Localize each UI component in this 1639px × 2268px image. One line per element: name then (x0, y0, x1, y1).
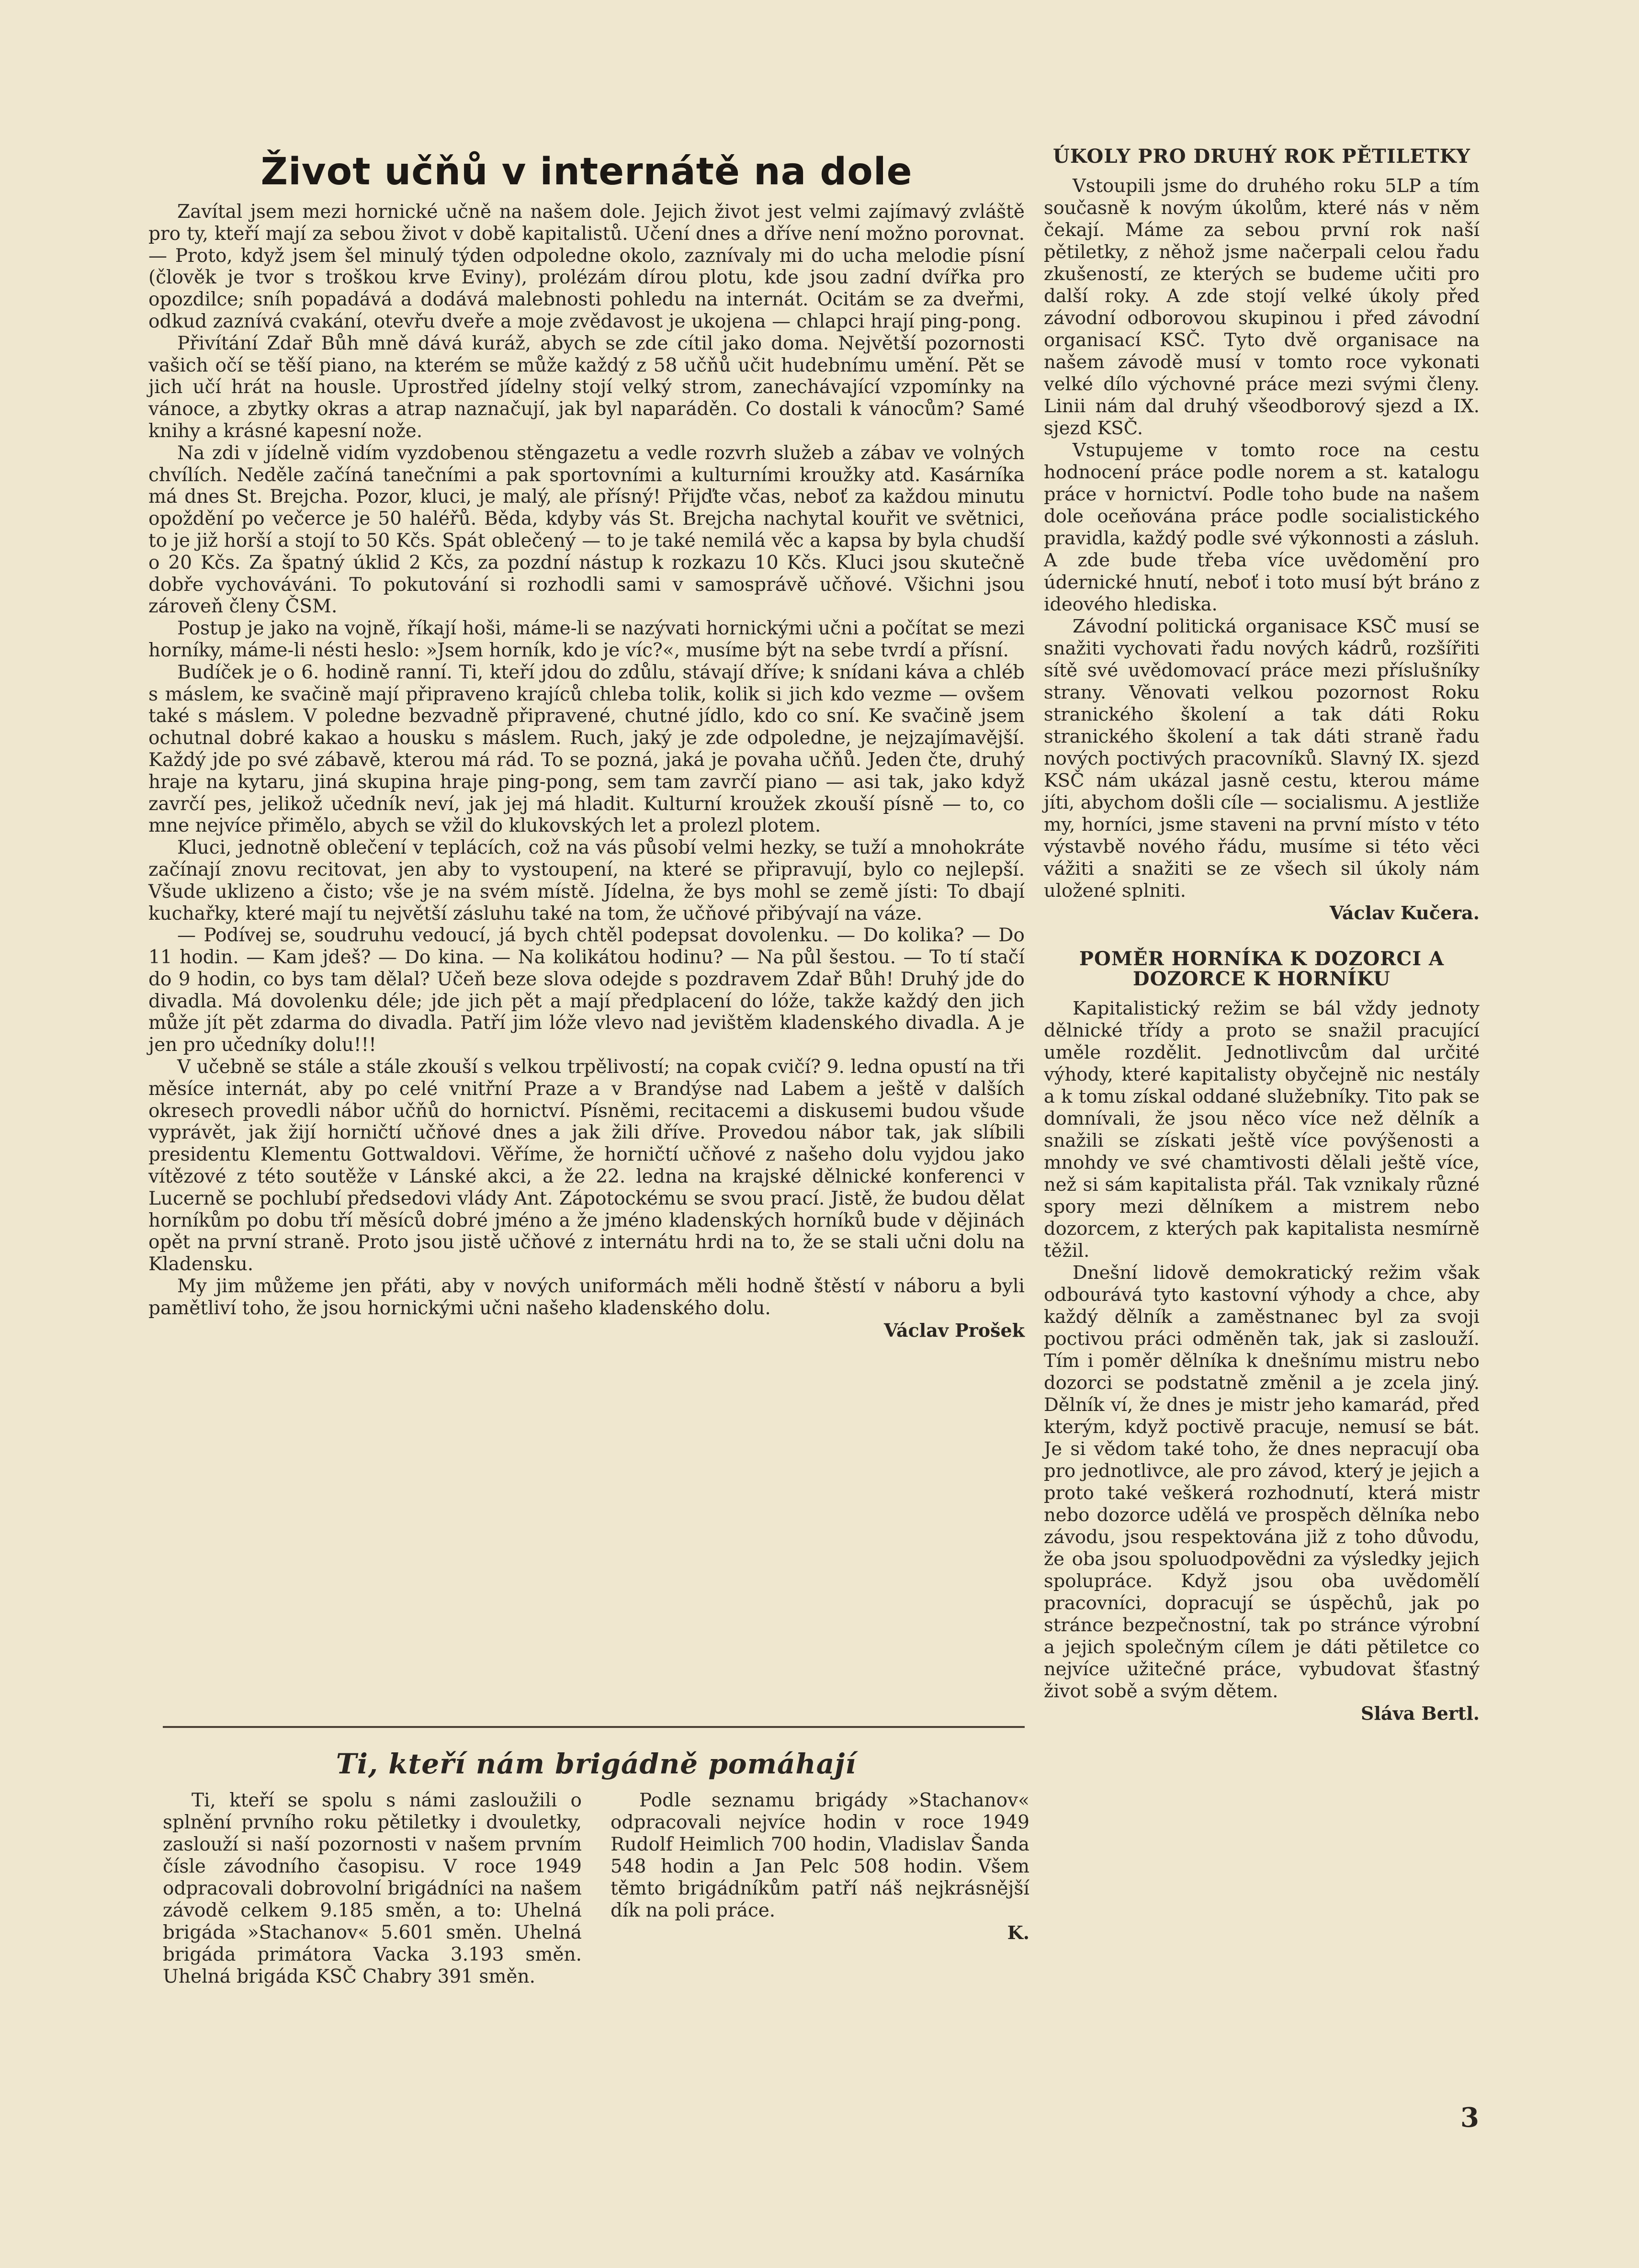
tasks-article-title: ÚKOLY PRO DRUHÝ ROK PĚTILETKY (1052, 145, 1471, 168)
relation-paragraph: Kapitalistický režim se bál vždy jednoty dělnické třídy a proto se snažil pracující uměle rozdělit. Jednotlivcům dal určité výhody, které kapitalisty obyčejně nic nestály a k tomu získal oddané služebníky. Tito pak se domnívali, že jsou něco více než dělník a snažili se získati ještě více povýšenosti a mnohdy ve své chamtivosti dělali ještě více, než si sám kapitalista přál. Tak vznikaly různé spory mezi dělníkem a mistrem nebo dozorcem, z kterých pak kapitalista nesmírně těžil. (1044, 998, 1480, 1262)
main-article-title: Život učňů v internátě na dole (260, 150, 913, 193)
main-paragraph: Postup je jako na vojně, říkají hoši, máme-li se nazývati hornickými učni a počítat se mezi horníky, máme-li nésti heslo: »Jsem horník, kdo je víc?«, musíme být na sebe tvrdí a přísní. (148, 618, 1025, 661)
tasks-paragraph: Závodní politická organisace KSČ musí se snažiti vychovati řadu nových kádrů, rozšířiti sítě své uvědomovací práce mezi příslušníky strany. Věnovati velkou pozornost Roku stranického školení a tak dáti Roku stranického školení a tak dáti straně řadu nových poctivých pracovníků. Slavný IX. sjezd KSČ nám ukázal jasně cestu, kterou máme jíti, abychom došli cíle — socialismu. A jestliže my, horníci, jsme staveni na první místo v této výstavbě nového řádu, musíme si této věci vážiti a snažiti se ze všech sil úkoly nám uložené splniti. (1044, 616, 1480, 902)
brigades-article-title: Ti, kteří nám brigádně pomáhají (336, 1748, 857, 1780)
main-article-signature: Václav Prošek (884, 1319, 1025, 1341)
main-article (148, 139, 1025, 1342)
main-paragraph: Na zdi v jídelně vidím vyzdobenou stěngazetu a vedle rozvrh služeb a zábav ve volných chvílích. Neděle začíná tanečními a pak sportovními a kulturními kroužky atd. Kasárníka má dnes St. Brejcha. Pozor, kluci, je malý, ale přísný! Přijďte včas, neboť za každou minutu opoždění po večerce je 50 haléřů. Běda, kdyby vás St. Brejcha nachytal kouřit ve světnici, to je již horší a stojí to 50 Kčs. Spát oblečený — to je také nemilá věc a kapsa by byla chudší o 20 Kčs. Za špatný úklid 2 Kčs, za pozdní nástup k rozkazu 10 Kčs. Kluci jsou skutečně dobře vychováváni. To pokutování si rozhodli sami v samosprávě učňové. Všichni jsou zároveň členy ČSM. (148, 442, 1025, 618)
main-paragraph: My jim můžeme jen přáti, aby v nových uniformách měli hodně štěstí v náboru a byli pamětliví toho, že jsou hornickými učni našeho kladenského dolu. (148, 1275, 1025, 1319)
brigades-paragraph: Ti, kteří se spolu s námi zasloužili o splnění prvního roku pětiletky i dvouletky, zaslouží si naší pozornosti v našem prvním čísle závodního časopisu. V roce 1949 odpracovali dobrovolní brigádníci na našem závodě celkem 9.185 směn, a to: Uhelná brigáda »Stachanov« 5.601 směn. Uhelná brigáda primátora Vacka 3.193 směn. Uhelná brigáda KSČ Chabry 391 směn. (163, 1790, 582, 1987)
section-divider (163, 1726, 1025, 1728)
tasks-paragraph: Vstupujeme v tomto roce na cestu hodnocení práce podle norem a st. katalogu práce v hornictví. Podle toho bude na našem dole oceňována práce podle socialistického pravidla, každý podle své výkonnosti a zásluh. A zde bude třeba více uvědomění pro údernické hnutí, neboť i toto musí být bráno z ideového hlediska. (1044, 440, 1480, 615)
main-paragraph: Kluci, jednotně oblečení v teplácích, což na vás působí velmi hezky, se tuží a mnohokráte začínají znovu recitovat, jen aby to vystoupení, na které se připravují, bylo co nejlepší. Všude uklizeno a čisto; vše je na svém místě. Jídelna, že bys mohl se země jísti: To dbají kuchařky, které mají tu největší zásluhu také na tom, že učňové přibývají na váze. (148, 837, 1025, 925)
main-paragraph: Zavítal jsem mezi hornické učně na našem dole. Jejich život jest velmi zajímavý zvláště pro ty, kteří mají za sebou život v době kapitalistů. Učení dnes a dříve není možno porovnat. — Proto, když jsem šel minulý týden odpoledne okolo, zaznívaly mi do ucha melodie písní (člověk je tvor s troškou krve Eviny), prolézám dírou plotu, kde jsou zadní dvířka pro opozdilce; sníh popadává a dodává malebnosti pohledu na internát. Ocitám se za dveřmi, odkud zaznívá cvakání, otevřu dveře a moje zvědavost je ukojena — chlapci hrají ping-pong. (148, 201, 1025, 332)
main-paragraph: — Podívej se, soudruhu vedoucí, já bych chtěl podepsat dovolenku. — Do kolika? — Do 11 hodin. — Kam jdeš? — Do kina. — Na kolikátou hodinu? — Na půl šestou. — To tí stačí do 9 hodin, co bys tam dělal? Učeň beze slova odejde s pozdravem Zdař Bůh! Druhý jde do divadla. Má dovolenku déle; jde jich pět a mají předplacení do lóže, takže každý den jich může jít pět zdarma do divadla. Patří jim lóže vlevo nad jevištěm kladenského divadla. A je jen pro učedníky dolu!!! (148, 925, 1025, 1056)
brigades-columns (163, 1790, 1029, 1988)
main-paragraph: Přivítání Zdař Bůh mně dává kuráž, abych se zde cítil jako doma. Největší pozornosti vašich očí se těší piano, na kterém se může každý z 58 učňů učit hudebnímu umění. Pět se jich učí hrát na housle. Uprostřed jídelny stojí velký strom, zanechávající vzpomínky na vánoce, a zbytky okras a atrap naznačují, jak byl naparáděn. Co dostali k vánocům? Samé knihy a krásné kapesní nože. (148, 332, 1025, 442)
brigades-article-signature: K. (1007, 1922, 1029, 1943)
page-number: 3 (1460, 2102, 1479, 2133)
relation-article-signature: Sláva Bertl. (1361, 1703, 1480, 1724)
main-paragraph: V učebně se stále a stále zkouší s velkou trpělivostí; na copak cvičí? 9. ledna opustí na tři měsíce internát, aby po celé vnitřní Praze a v Brandýse nad Labem a ještě v dalších okresech provedli nábor učňů do hornictví. Písněmi, recitacemi a diskusemi budou všude vyprávět, jak žijí horničtí učňové dnes a jak žili dříve. Provedou nábor tak, jak slíbili presidentu Klementu Gottwaldovi. Věříme, že horničtí učňové z našeho dolu vyjdou jako vítězové z této soutěže v Lánské akci, a že 22. ledna na krajské dělnické konferenci v Lucerně se pochlubí předsedovi vlády Ant. Zápotockému se svou prací. Jistě, že budou dělat horníkům po dobu tří měsíců dobré jméno a že jméno kladenských horníků bude v dějinách opět na první straně. Proto jsou jistě učňové z internátu hrdi na to, že se stali učni dolu na Kladensku. (148, 1056, 1025, 1275)
relation-article-title: POMĚR HORNÍKA K DOZORCI A DOZORCE K HORNÍKU (1079, 948, 1445, 990)
relation-paragraph: Dnešní lidově demokratický režim však odbourává tyto kastovní výhody a chce, aby každý dělník a zaměstnanec byl za svoji poctivou práci odměněn tak, jak si zaslouží. Tím i poměr dělníka k dnešnímu mistru nebo dozorci se podstatně změnil a je zcela jiný. Dělník ví, že dnes je mistr jeho kamarád, před kterým, když poctivě pracuje, nemusí se bát. Je si vědom také toho, že dnes nepracují oba pro jednotlivce, ale pro závod, který je jejich a proto také veškerá rozhodnutí, která mistr nebo dozorce udělá ve prospěch dělníka nebo závodu, jsou respektována již z toho důvodu, že oba jsou spoluodpovědni za výsledky jejich spolupráce. Když jsou oba uvědomělí pracovníci, dopracují se úspěchů, jak po stránce bezpečnostní, tak po stránce výrobní a jejich společným cílem je dáti pětiletce co nejvíce užitečné práce, vybudovat šťastný život sobě a svým dětem. (1044, 1262, 1480, 1702)
main-paragraph: Budíček je o 6. hodině ranní. Ti, kteří jdou do zdůlu, stávají dříve; k snídani káva a chléb s máslem, ke svačině mají připraveno krajíců chleba tolik, kolik si jich kdo vezme — ovšem také s máslem. V poledne bezvadně připravené, chutné jídlo, kdo co sní. Ke svačině jsem ochutnal dobré kakao a housku s máslem. Ruch, jaký je zde odpoledne, je nejzajímavější. Každý jde po své zábavě, kterou má rád. To se pozná, jaká je povaha učňů. Jeden čte, druhý hraje na kytaru, jiná skupina hraje ping-pong, sem tam zavrčí piano — asi tak, jako když zavrčí pes, jelikož učedník neví, jak jej má hladit. Kulturní kroužek zkouší písně — to, co mne nejvíce přimělo, abych se vžil do klukovských let a prolezl plotem. (148, 661, 1025, 837)
tasks-article-signature: Václav Kučera. (1329, 902, 1480, 924)
tasks-paragraph: Vstoupili jsme do druhého roku 5LP a tím současně k novým úkolům, které nás v něm čekají. Máme za sebou první rok naší pětiletky, z něhož jsme načerpali celou řadu zkušeností, ze kterých se budeme učiti pro další roky. A zde stojí velké úkoly před závodní odborovou skupinou i před závodní organisací KSČ. Tyto dvě organisace na našem závodě musí v tomto roce vykonati velké dílo výchovné práce mezi svými členy. Linii nám dal druhý všeodborový sjezd a IX. sjezd KSČ. (1044, 175, 1480, 439)
brigades-paragraph: Podle seznamu brigády »Stachanov« odpracovali nejvíce hodin v roce 1949 Rudolf Heimlich 700 hodin, Vladislav Šanda 548 hodin a Jan Pelc 508 hodin. Všem těmto brigádníkům patří náš nejkrásnější dík na poli práce. (610, 1790, 1029, 1921)
brigades-article (163, 1748, 1029, 1988)
sidebar-column (1044, 139, 1480, 1725)
